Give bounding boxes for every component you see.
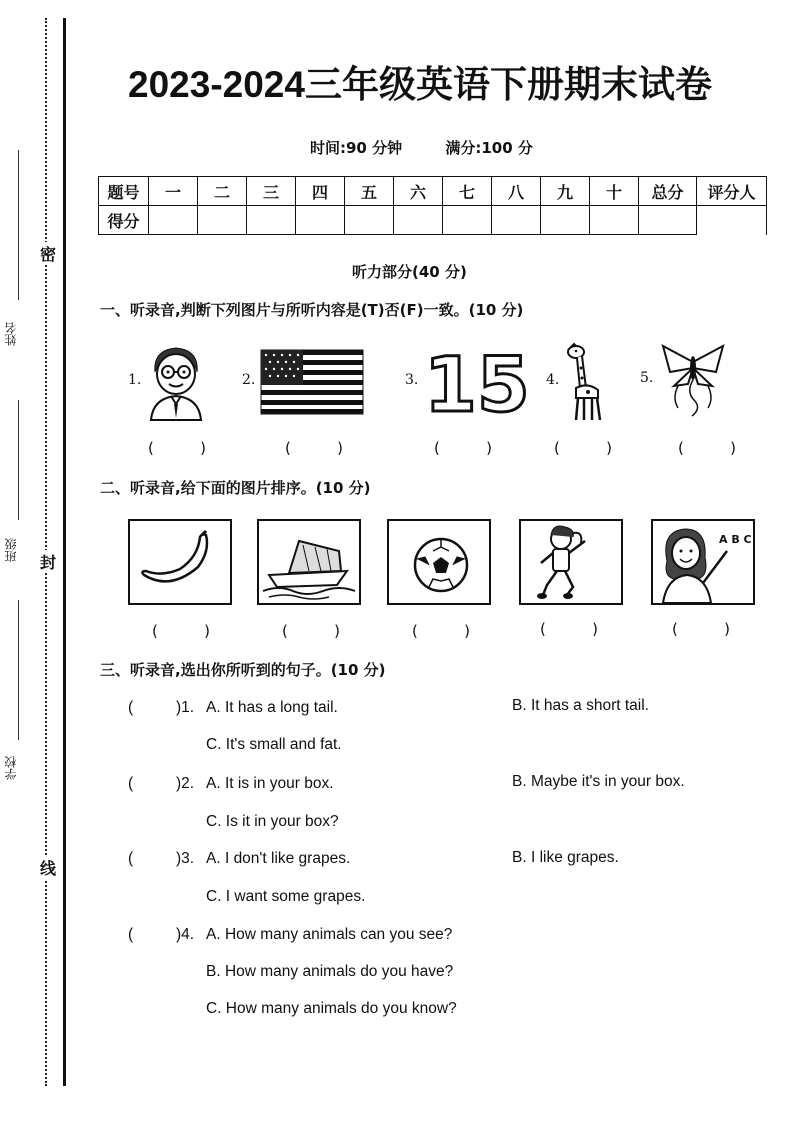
score-header-cell: 题号 — [99, 177, 149, 206]
score-cell[interactable] — [697, 206, 767, 235]
number-15-text: 15 — [424, 340, 530, 429]
q4-number: )4. — [176, 926, 195, 943]
q4-option-a: A. How many animals can you see? — [206, 926, 453, 943]
s1-answer-1[interactable]: ( ) — [148, 439, 206, 457]
s1-num-2: 2. — [242, 372, 256, 388]
s1-num-3: 3. — [405, 372, 419, 388]
score-header-cell: 十 — [590, 177, 639, 206]
score-cell[interactable] — [541, 206, 590, 235]
teacher-icon — [653, 521, 753, 603]
score-header-cell: 总分 — [639, 177, 697, 206]
school-label: 学校 — [4, 756, 18, 780]
banana-icon — [130, 521, 230, 603]
q2-option-c: C. Is it in your box? — [206, 813, 339, 830]
section2-title: 二、听录音,给下面的图片排序。(10 分) — [100, 479, 371, 497]
soccer-ball-icon — [389, 521, 489, 603]
score-header-cell: 三 — [247, 177, 296, 206]
q1-open-paren[interactable]: ( — [128, 699, 134, 716]
s1-answer-5[interactable]: ( ) — [678, 439, 736, 457]
s2-answer-3[interactable]: ( ) — [412, 622, 470, 640]
score-cell[interactable] — [296, 206, 345, 235]
boy-with-glasses-icon — [143, 342, 209, 422]
full-score: 满分:100 分 — [445, 139, 533, 157]
seal-char-2: 封 — [38, 550, 58, 573]
score-cell[interactable] — [345, 206, 394, 235]
score-cell[interactable] — [149, 206, 198, 235]
s2-answer-4[interactable]: ( ) — [540, 620, 598, 638]
class-write-line[interactable] — [18, 400, 19, 520]
s2-picture-5 — [651, 519, 755, 605]
score-header-cell: 五 — [345, 177, 394, 206]
q3-number: )3. — [176, 850, 195, 867]
score-cell[interactable] — [639, 206, 697, 235]
score-table — [98, 176, 767, 235]
name-label: 姓名 — [4, 322, 18, 346]
s2-answer-1[interactable]: ( ) — [152, 622, 210, 640]
seal-char-3: 线 — [38, 856, 58, 879]
q2-open-paren[interactable]: ( — [128, 775, 134, 792]
score-header-cell: 评分人 — [697, 177, 767, 206]
exam-info — [310, 137, 571, 158]
q4-option-b: B. How many animals do you have? — [206, 963, 454, 980]
score-cell[interactable] — [443, 206, 492, 235]
board-abc-text: A B C — [719, 533, 752, 546]
q2-number: )2. — [176, 775, 195, 792]
solid-margin-line — [63, 18, 66, 1086]
name-write-line[interactable] — [18, 150, 19, 300]
s2-answer-5[interactable]: ( ) — [672, 620, 730, 638]
score-header-cell: 四 — [296, 177, 345, 206]
section1-title: 一、听录音,判断下列图片与所听内容是(T)否(F)一致。(10 分) — [100, 301, 524, 319]
q1-option-b: B. It has a short tail. — [512, 697, 649, 714]
s2-answer-2[interactable]: ( ) — [282, 622, 340, 640]
score-header-cell: 二 — [198, 177, 247, 206]
class-label: 班级 — [4, 538, 18, 562]
q4-open-paren[interactable]: ( — [128, 926, 134, 943]
score-header-cell: 七 — [443, 177, 492, 206]
s2-picture-3 — [387, 519, 491, 605]
q4-option-c: C. How many animals do you know? — [206, 1000, 457, 1017]
s2-picture-4 — [519, 519, 623, 605]
q3-open-paren[interactable]: ( — [128, 850, 134, 867]
score-header-cell: 六 — [394, 177, 443, 206]
exam-time: 时间:90 分钟 — [310, 139, 403, 157]
s2-picture-1 — [128, 519, 232, 605]
girl-running-icon — [521, 521, 621, 603]
s1-num-4: 4. — [546, 372, 560, 388]
q1-option-c: C. It's small and fat. — [206, 736, 342, 753]
q1-number: )1. — [176, 699, 195, 716]
giraffe-icon — [562, 340, 604, 422]
q2-option-b: B. Maybe it's in your box. — [512, 773, 685, 790]
boat-icon — [259, 521, 359, 603]
s2-picture-2 — [257, 519, 361, 605]
binding-margin — [0, 0, 70, 1125]
score-cell[interactable] — [198, 206, 247, 235]
s1-answer-4[interactable]: ( ) — [554, 439, 612, 457]
number-15-icon — [424, 340, 530, 429]
score-cell[interactable] — [247, 206, 296, 235]
seal-char-1: 密 — [38, 242, 58, 265]
q3-option-a: A. I don't like grapes. — [206, 850, 351, 867]
school-write-line[interactable] — [18, 600, 19, 740]
q3-option-b: B. I like grapes. — [512, 849, 619, 866]
score-cell[interactable] — [394, 206, 443, 235]
s1-answer-3[interactable]: ( ) — [434, 439, 492, 457]
score-cell[interactable] — [492, 206, 541, 235]
score-cell[interactable] — [590, 206, 639, 235]
s1-num-5: 5. — [640, 370, 654, 386]
section3-title: 三、听录音,选出你所听到的句子。(10 分) — [100, 661, 386, 679]
score-header-cell: 一 — [149, 177, 198, 206]
q1-option-a: A. It has a long tail. — [206, 699, 338, 716]
q3-option-c: C. I want some grapes. — [206, 888, 366, 905]
score-row-label: 得分 — [99, 206, 149, 235]
s1-answer-2[interactable]: ( ) — [285, 439, 343, 457]
score-header-cell: 九 — [541, 177, 590, 206]
listening-heading: 听力部分(40 分) — [352, 263, 467, 281]
us-flag-icon — [261, 350, 363, 414]
score-header-cell: 八 — [492, 177, 541, 206]
s1-num-1: 1. — [128, 372, 142, 388]
butterfly-kite-icon — [658, 342, 728, 418]
q2-option-a: A. It is in your box. — [206, 775, 334, 792]
page-title: 2023-2024三年级英语下册期末试卷 — [128, 64, 712, 105]
